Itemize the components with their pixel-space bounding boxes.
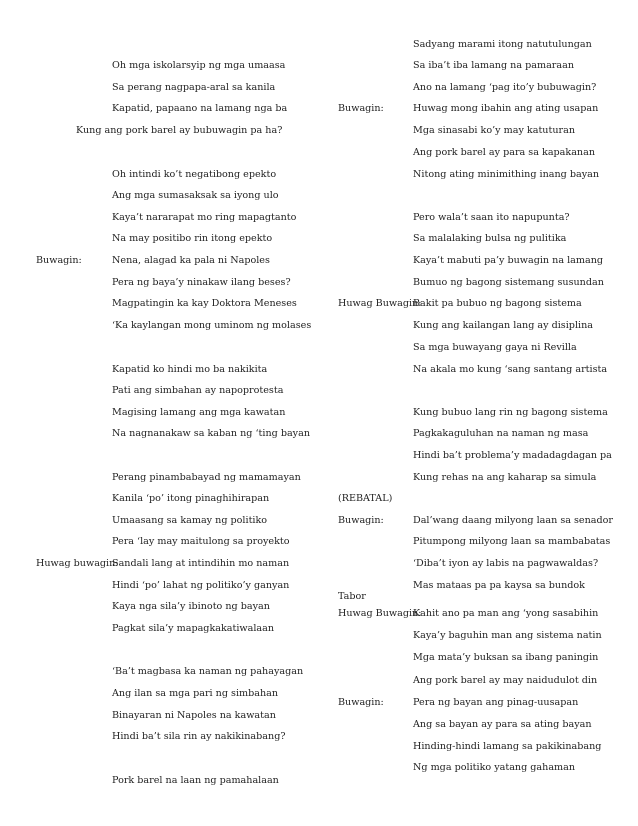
- speaker-label: Buwagin:: [338, 103, 384, 114]
- verse-line: Magising lamang ang mga kawatan: [112, 407, 286, 418]
- verse-line: Nena, alagad ka pala ni Napoles: [112, 255, 270, 266]
- verse-line: Pati ang simbahan ay napoprotesta: [112, 385, 284, 396]
- verse-line: Kapatid, papaano na lamang nga ba: [112, 103, 288, 114]
- verse-line: Kung ang pork barel ay bubuwagin pa ha?: [76, 125, 283, 136]
- verse-line: Sandali lang at intindihin mo naman: [112, 558, 290, 569]
- verse-line: Ang ilan sa mga pari ng simbahan: [112, 688, 279, 699]
- verse-line: Pera ng baya’y ninakaw ilang beses?: [112, 277, 291, 288]
- speaker-label: Huwag Buwagin:: [338, 298, 422, 309]
- verse-line: Na akala mo kung ‘sang santang artista: [413, 364, 608, 375]
- verse-line: Nitong ating minimithing inang bayan: [413, 169, 600, 180]
- verse-line: Perang pinambabayad ng mamamayan: [112, 472, 301, 483]
- speaker-label: Buwagin:: [338, 697, 384, 708]
- rebuttal-heading: (REBATAL): [338, 493, 393, 504]
- verse-line: Pera ng bayan ang pinag-uusapan: [413, 697, 579, 708]
- verse-line: Hindi ba’t problema’y madadagdagan pa: [413, 450, 612, 461]
- verse-line: Sadyang marami itong natutulungan: [413, 39, 592, 50]
- verse-line: Kapatid ko hindi mo ba nakikita: [112, 364, 268, 375]
- verse-continuation: Tabor: [338, 591, 366, 602]
- verse-line: Kung ang kailangan lang ay disiplina: [413, 320, 593, 331]
- verse-line: Kaya’y baguhin man ang sistema natin: [413, 630, 602, 641]
- verse-line: Na may positibo rin itong epekto: [112, 233, 273, 244]
- verse-line: Ang pork barel ay may naidudulot din: [413, 675, 598, 686]
- verse-line: Ang sa bayan ay para sa ating bayan: [413, 719, 592, 730]
- verse-line: Sa malalaking bulsa ng pulitika: [413, 233, 567, 244]
- speaker-label: Huwag buwagin:: [36, 558, 119, 569]
- verse-line: Pera ‘lay may maitulong sa proyekto: [112, 536, 290, 547]
- verse-line: Ano na lamang ‘pag ito’y bubuwagin?: [413, 82, 597, 93]
- verse-line: Ang mga sumasaksak sa iyong ulo: [112, 190, 279, 201]
- verse-line: Hinding-hindi lamang sa pakikinabang: [413, 741, 602, 752]
- verse-line: Umaasang sa kamay ng politiko: [112, 515, 268, 526]
- verse-line: Kaya nga sila’y ibinoto ng bayan: [112, 601, 270, 612]
- verse-line: Mga sinasabi ko’y may katuturan: [413, 125, 576, 136]
- verse-line: ‘Ka kaylangan mong uminom ng molases: [112, 320, 312, 331]
- verse-line: Binayaran ni Napoles na kawatan: [112, 710, 276, 721]
- verse-line: Mas mataas pa pa kaysa sa bundok: [413, 580, 585, 591]
- verse-line: Ang pork barel ay para sa kapakanan: [413, 147, 596, 158]
- verse-line: Oh mga iskolarsyip ng mga umaasa: [112, 60, 286, 71]
- verse-line: Sa perang nagpapa-aral sa kanila: [112, 82, 276, 93]
- verse-line: ‘Ba’t magbasa ka naman ng pahayagan: [112, 666, 304, 677]
- verse-line: Pagkat sila’y mapagkakatiwalaan: [112, 623, 275, 634]
- verse-line: Hindi ‘po’ lahat ng politiko’y ganyan: [112, 580, 290, 591]
- verse-line: Huwag mong ibahin ang ating usapan: [413, 103, 599, 114]
- speaker-label: Huwag Buwagin:: [338, 608, 422, 619]
- speaker-label: Buwagin:: [338, 515, 384, 526]
- verse-line: Mga mata’y buksan sa ibang paningin: [413, 652, 599, 663]
- verse-line: Bumuo ng bagong sistemang susundan: [413, 277, 604, 288]
- verse-line: Ng mga politiko yatang gahaman: [413, 762, 576, 773]
- verse-line: Sa mga buwayang gaya ni Revilla: [413, 342, 577, 353]
- verse-line: Kahit ano pa man ang ‘yong sasabihin: [413, 608, 599, 619]
- verse-line: Bakit pa bubuo ng bagong sistema: [413, 298, 582, 309]
- verse-line: Oh intindi ko’t negatibong epekto: [112, 169, 277, 180]
- verse-line: Dal’wang daang milyong laan sa senador: [413, 515, 614, 526]
- verse-line: Sa iba’t iba lamang na pamaraan: [413, 60, 575, 71]
- verse-line: Kaya’t mabuti pa’y buwagin na lamang: [413, 255, 604, 266]
- verse-line: Kaya’t nararapat mo ring mapagtanto: [112, 212, 297, 223]
- verse-line: Pitumpong milyong laan sa mambabatas: [413, 536, 611, 547]
- verse-line: Na nagnanakaw sa kaban ng ‘ting bayan: [112, 428, 311, 439]
- verse-line: Kung rehas na ang kaharap sa simula: [413, 472, 597, 483]
- verse-line: Pagkakaguluhan na naman ng masa: [413, 428, 589, 439]
- verse-line: ‘Diba’t iyon ay labis na pagwawaldas?: [413, 558, 599, 569]
- verse-line: Kung bubuo lang rin ng bagong sistema: [413, 407, 608, 418]
- verse-line: Hindi ba’t sila rin ay nakikinabang?: [112, 731, 286, 742]
- verse-line: Magpatingin ka kay Doktora Meneses: [112, 298, 297, 309]
- verse-line: Pork barel na laan ng pamahalaan: [112, 775, 279, 786]
- verse-line: Kanila ‘po’ itong pinaghihirapan: [112, 493, 270, 504]
- verse-line: Pero wala’t saan ito napupunta?: [413, 212, 570, 223]
- speaker-label: Buwagin:: [36, 255, 82, 266]
